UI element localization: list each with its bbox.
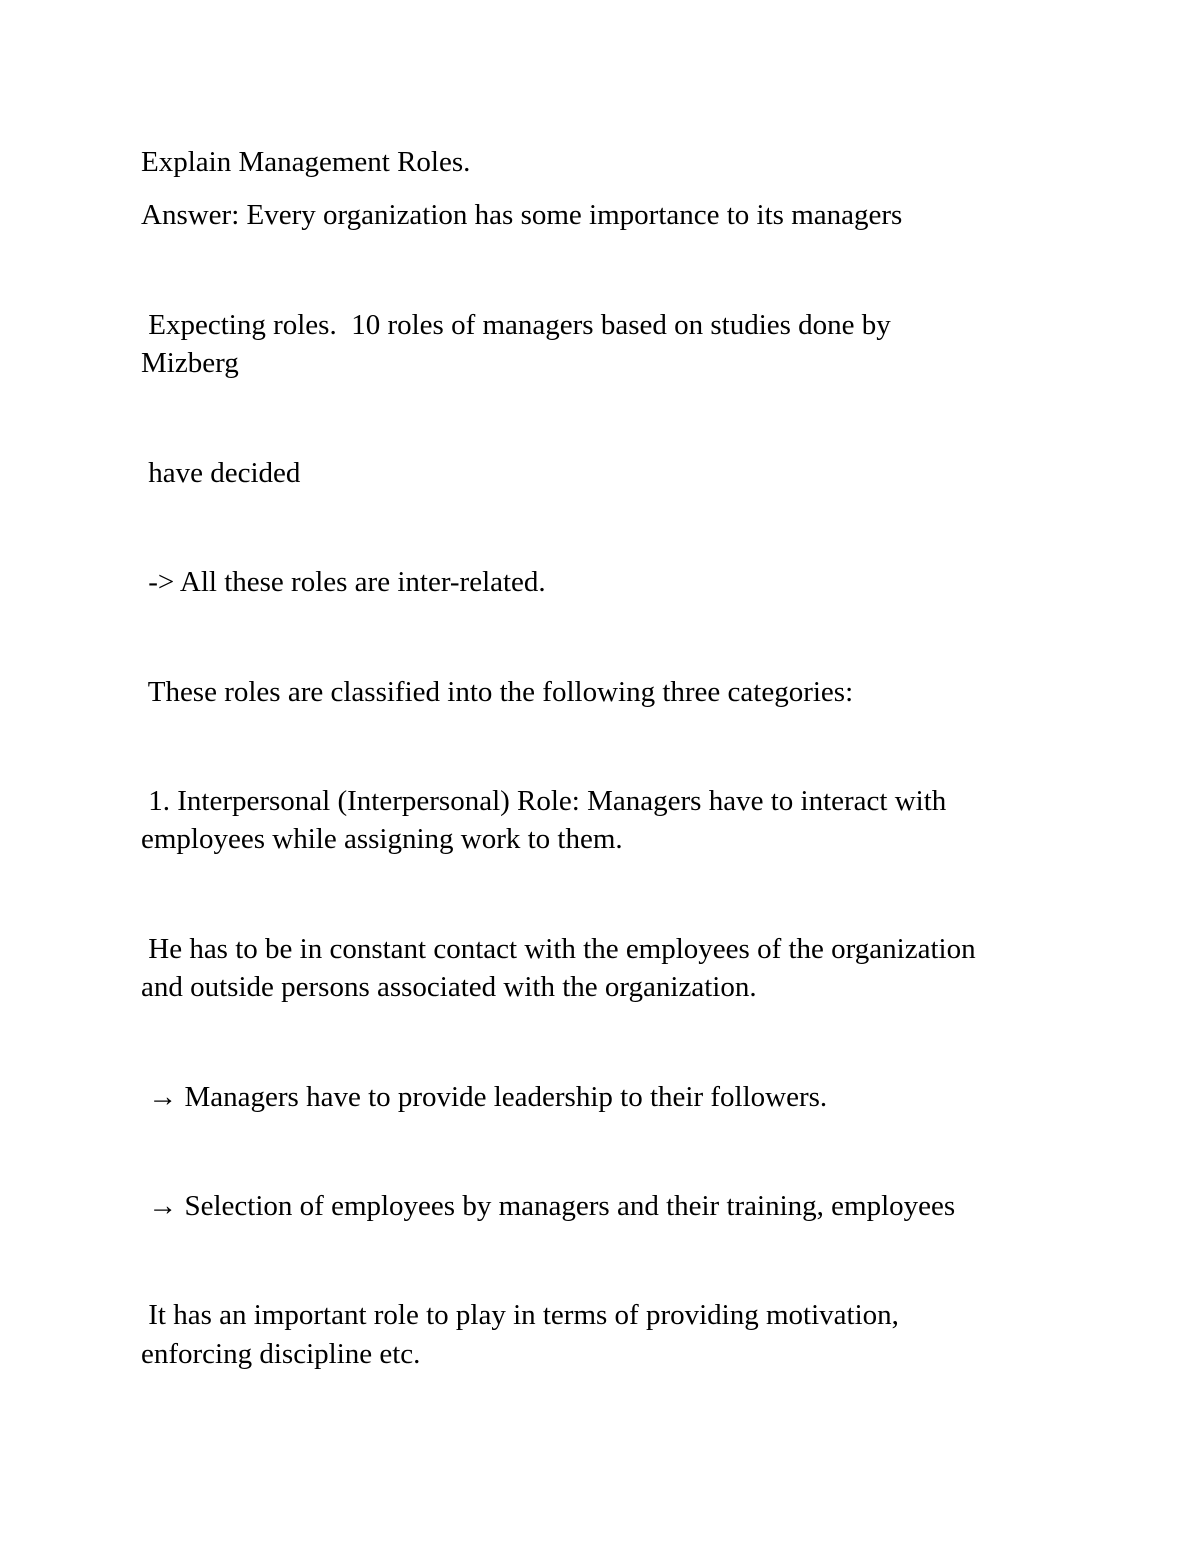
text-line: → Managers have to provide leadership to their followers. xyxy=(141,1081,828,1113)
text-line: Answer: Every organization has some importance to its managers xyxy=(141,199,903,231)
text-line: 1. Interpersonal (Interpersonal) Role: Managers have to interact with xyxy=(141,785,947,817)
text-line: It has an important role to play in terms of providing motivation, xyxy=(141,1299,899,1331)
text-line: Expecting roles. 10 roles of managers based on studies done by xyxy=(141,309,891,341)
text-line: -> All these roles are inter-related. xyxy=(141,566,546,598)
text-line: employees while assigning work to them. xyxy=(141,823,623,855)
text-line: → Selection of employees by managers and their training, employees xyxy=(141,1190,956,1222)
text-line: These roles are classified into the following three categories: xyxy=(141,676,854,708)
text-line: and outside persons associated with the organization. xyxy=(141,971,757,1003)
text-line: have decided xyxy=(141,457,301,489)
text-line: Mizberg xyxy=(141,347,239,379)
text-line: enforcing discipline etc. xyxy=(141,1338,421,1370)
document-title: Explain Management Roles. xyxy=(141,146,471,178)
text-line: He has to be in constant contact with the employees of the organization xyxy=(141,933,976,965)
